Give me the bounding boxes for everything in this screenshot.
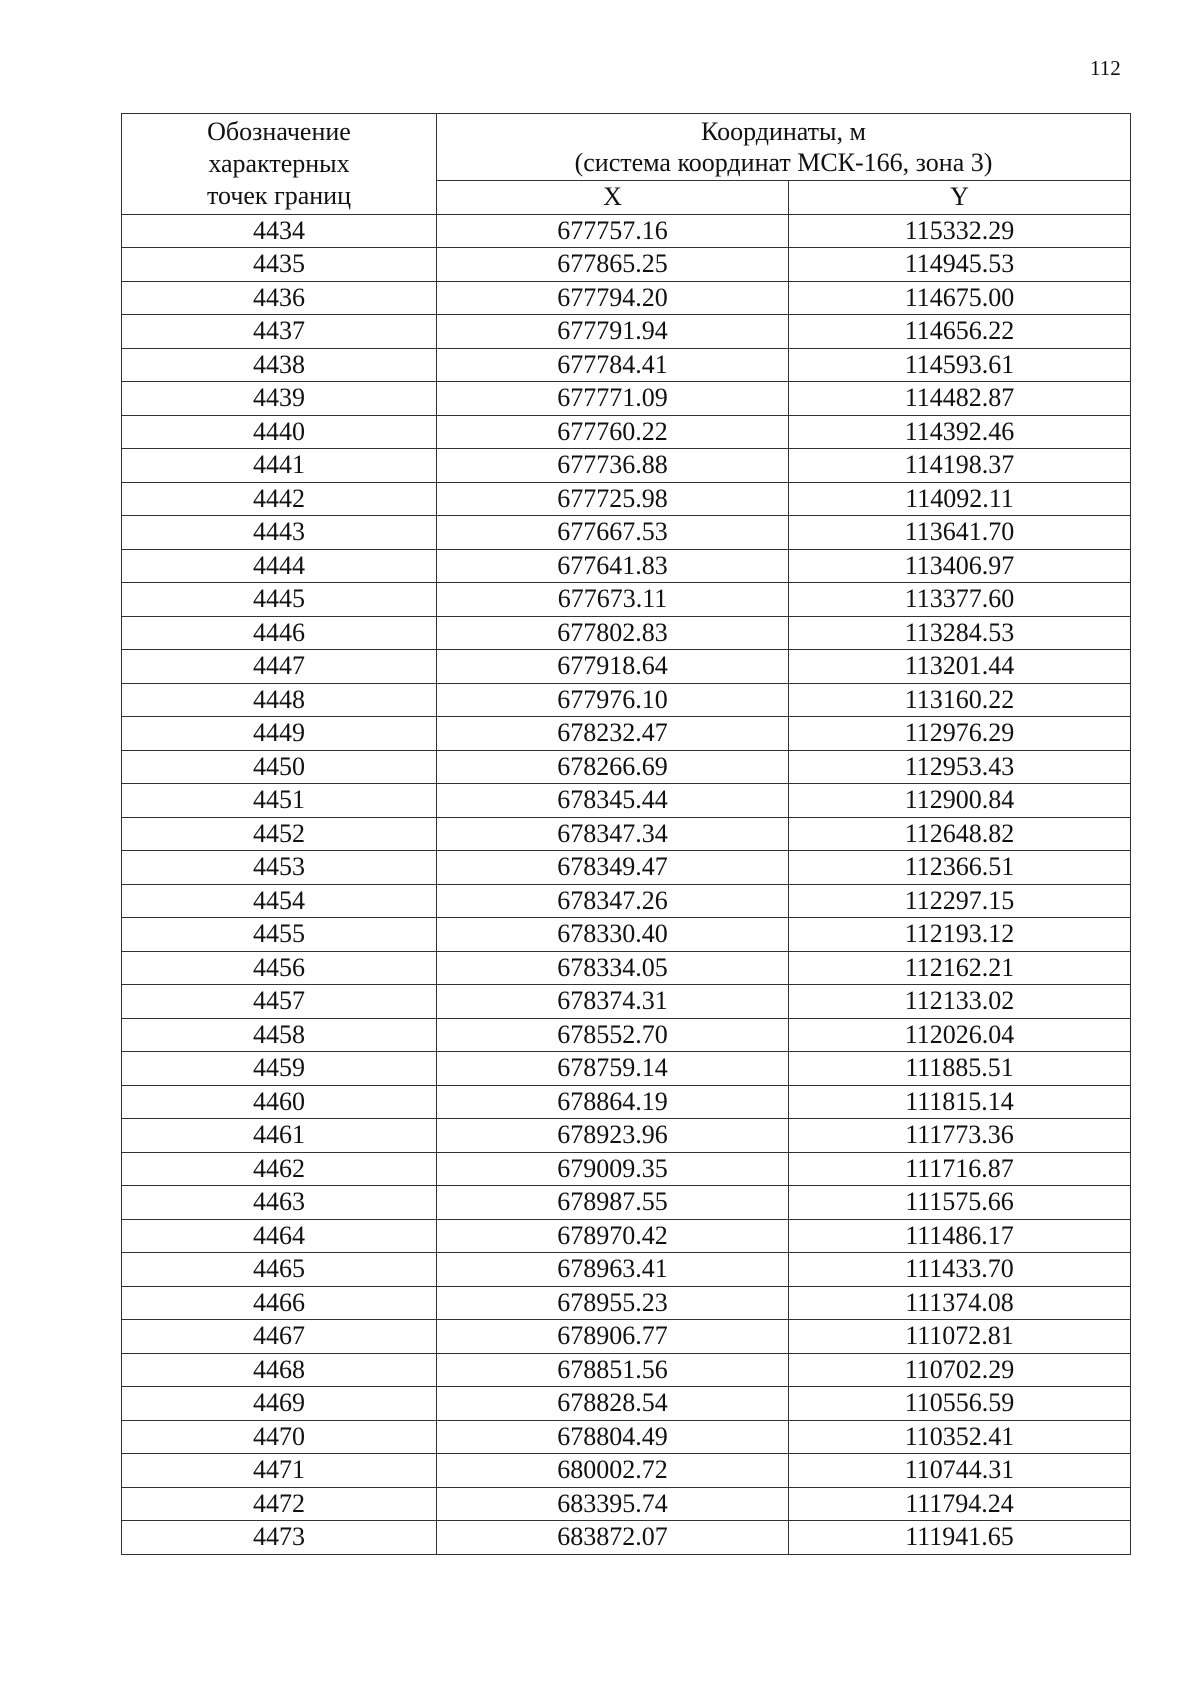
coordinates-table <box>121 113 1131 1555</box>
cell-x: 678970.42 <box>437 1219 789 1253</box>
cell-x: 677760.22 <box>437 415 789 449</box>
cell-point: 4457 <box>122 985 437 1019</box>
cell-y: 112976.29 <box>789 717 1131 751</box>
cell-y: 110556.59 <box>789 1387 1131 1421</box>
table-row <box>122 1420 1131 1454</box>
cell-y: 112026.04 <box>789 1018 1131 1052</box>
cell-y: 112162.21 <box>789 951 1131 985</box>
cell-y: 114198.37 <box>789 449 1131 483</box>
cell-point: 4472 <box>122 1487 437 1521</box>
header-y: Y <box>789 181 1131 215</box>
cell-point: 4446 <box>122 616 437 650</box>
cell-x: 677771.09 <box>437 382 789 416</box>
cell-point: 4447 <box>122 650 437 684</box>
cell-y: 113641.70 <box>789 516 1131 550</box>
cell-y: 111941.65 <box>789 1521 1131 1555</box>
table-row <box>122 583 1131 617</box>
cell-point: 4454 <box>122 884 437 918</box>
cell-y: 114392.46 <box>789 415 1131 449</box>
page-number: 112 <box>1090 56 1121 80</box>
cell-x: 678923.96 <box>437 1119 789 1153</box>
cell-point: 4451 <box>122 784 437 818</box>
cell-point: 4450 <box>122 750 437 784</box>
cell-point: 4449 <box>122 717 437 751</box>
cell-x: 678552.70 <box>437 1018 789 1052</box>
header-x: X <box>437 181 789 215</box>
cell-y: 113377.60 <box>789 583 1131 617</box>
cell-point: 4453 <box>122 851 437 885</box>
cell-x: 677802.83 <box>437 616 789 650</box>
cell-x: 677641.83 <box>437 549 789 583</box>
cell-x: 678851.56 <box>437 1353 789 1387</box>
header-point-label <box>122 114 437 215</box>
table-row <box>122 1152 1131 1186</box>
cell-x: 677918.64 <box>437 650 789 684</box>
table-row <box>122 851 1131 885</box>
cell-y: 112366.51 <box>789 851 1131 885</box>
cell-x: 677757.16 <box>437 214 789 248</box>
cell-point: 4456 <box>122 951 437 985</box>
header-coordinates-line-2: (система координат МСК-166, зона 3) <box>574 148 993 177</box>
cell-point: 4455 <box>122 918 437 952</box>
table-row <box>122 281 1131 315</box>
table-row <box>122 918 1131 952</box>
cell-point: 4462 <box>122 1152 437 1186</box>
cell-x: 677865.25 <box>437 248 789 282</box>
cell-y: 111815.14 <box>789 1085 1131 1119</box>
cell-point: 4443 <box>122 516 437 550</box>
cell-point: 4473 <box>122 1521 437 1555</box>
cell-y: 111072.81 <box>789 1320 1131 1354</box>
cell-point: 4469 <box>122 1387 437 1421</box>
table-header <box>122 114 1131 215</box>
cell-x: 678266.69 <box>437 750 789 784</box>
cell-point: 4441 <box>122 449 437 483</box>
cell-x: 678955.23 <box>437 1286 789 1320</box>
cell-point: 4437 <box>122 315 437 349</box>
table-row <box>122 817 1131 851</box>
table-row <box>122 683 1131 717</box>
cell-y: 111773.36 <box>789 1119 1131 1153</box>
cell-point: 4463 <box>122 1186 437 1220</box>
table-row <box>122 884 1131 918</box>
table-row <box>122 985 1131 1019</box>
cell-point: 4439 <box>122 382 437 416</box>
cell-x: 677673.11 <box>437 583 789 617</box>
table-row <box>122 1320 1131 1354</box>
cell-point: 4438 <box>122 348 437 382</box>
table-row <box>122 248 1131 282</box>
table-row <box>122 516 1131 550</box>
table-row <box>122 315 1131 349</box>
cell-y: 112193.12 <box>789 918 1131 952</box>
cell-point: 4468 <box>122 1353 437 1387</box>
cell-point: 4471 <box>122 1454 437 1488</box>
table-row <box>122 1052 1131 1086</box>
table-row <box>122 449 1131 483</box>
cell-x: 678345.44 <box>437 784 789 818</box>
cell-point: 4440 <box>122 415 437 449</box>
table-row <box>122 717 1131 751</box>
cell-point: 4458 <box>122 1018 437 1052</box>
cell-point: 4467 <box>122 1320 437 1354</box>
header-point-line-2: характерных <box>208 148 350 178</box>
header-coordinates-group <box>437 114 1131 181</box>
cell-y: 113284.53 <box>789 616 1131 650</box>
cell-point: 4448 <box>122 683 437 717</box>
cell-x: 677725.98 <box>437 482 789 516</box>
cell-x: 683395.74 <box>437 1487 789 1521</box>
cell-point: 4436 <box>122 281 437 315</box>
table-row <box>122 1454 1131 1488</box>
cell-point: 4466 <box>122 1286 437 1320</box>
table-body <box>122 214 1131 1554</box>
header-point-line-1: Обозначение <box>207 116 351 146</box>
cell-y: 112953.43 <box>789 750 1131 784</box>
table-row <box>122 214 1131 248</box>
cell-point: 4470 <box>122 1420 437 1454</box>
cell-y: 114656.22 <box>789 315 1131 349</box>
cell-y: 114092.11 <box>789 482 1131 516</box>
header-point-line-3: точек границ <box>206 180 352 210</box>
table-row <box>122 1119 1131 1153</box>
table-row <box>122 650 1131 684</box>
cell-y: 111433.70 <box>789 1253 1131 1287</box>
cell-y: 110352.41 <box>789 1420 1131 1454</box>
cell-y: 114593.61 <box>789 348 1131 382</box>
table-row <box>122 1487 1131 1521</box>
table-row <box>122 784 1131 818</box>
cell-x: 678347.26 <box>437 884 789 918</box>
table-row <box>122 1521 1131 1555</box>
table-row <box>122 951 1131 985</box>
cell-y: 112900.84 <box>789 784 1131 818</box>
table-row <box>122 415 1131 449</box>
cell-point: 4445 <box>122 583 437 617</box>
table-row <box>122 348 1131 382</box>
cell-x: 678759.14 <box>437 1052 789 1086</box>
cell-x: 677667.53 <box>437 516 789 550</box>
cell-point: 4460 <box>122 1085 437 1119</box>
cell-x: 683872.07 <box>437 1521 789 1555</box>
cell-x: 677976.10 <box>437 683 789 717</box>
table-row <box>122 1387 1131 1421</box>
cell-y: 114482.87 <box>789 382 1131 416</box>
cell-x: 677784.41 <box>437 348 789 382</box>
cell-y: 112297.15 <box>789 884 1131 918</box>
cell-x: 677736.88 <box>437 449 789 483</box>
cell-x: 680002.72 <box>437 1454 789 1488</box>
cell-y: 112648.82 <box>789 817 1131 851</box>
table-row <box>122 1085 1131 1119</box>
cell-x: 678906.77 <box>437 1320 789 1354</box>
table-row <box>122 1286 1131 1320</box>
header-coordinates-line-1: Координаты, м <box>701 117 866 146</box>
cell-point: 4465 <box>122 1253 437 1287</box>
cell-y: 110744.31 <box>789 1454 1131 1488</box>
table-row <box>122 549 1131 583</box>
cell-x: 678330.40 <box>437 918 789 952</box>
cell-x: 678374.31 <box>437 985 789 1019</box>
table-row <box>122 1219 1131 1253</box>
cell-x: 677794.20 <box>437 281 789 315</box>
cell-y: 114675.00 <box>789 281 1131 315</box>
table-row <box>122 1353 1131 1387</box>
cell-y: 111374.08 <box>789 1286 1131 1320</box>
cell-y: 115332.29 <box>789 214 1131 248</box>
cell-x: 678963.41 <box>437 1253 789 1287</box>
cell-point: 4461 <box>122 1119 437 1153</box>
cell-x: 678232.47 <box>437 717 789 751</box>
table-row <box>122 1018 1131 1052</box>
cell-point: 4442 <box>122 482 437 516</box>
cell-y: 112133.02 <box>789 985 1131 1019</box>
cell-point: 4434 <box>122 214 437 248</box>
cell-point: 4444 <box>122 549 437 583</box>
cell-x: 677791.94 <box>437 315 789 349</box>
cell-y: 111716.87 <box>789 1152 1131 1186</box>
cell-x: 678349.47 <box>437 851 789 885</box>
cell-y: 111486.17 <box>789 1219 1131 1253</box>
cell-point: 4452 <box>122 817 437 851</box>
cell-y: 110702.29 <box>789 1353 1131 1387</box>
cell-point: 4464 <box>122 1219 437 1253</box>
table-row <box>122 1253 1131 1287</box>
cell-x: 678334.05 <box>437 951 789 985</box>
cell-y: 111575.66 <box>789 1186 1131 1220</box>
cell-point: 4435 <box>122 248 437 282</box>
table-row <box>122 1186 1131 1220</box>
cell-x: 678864.19 <box>437 1085 789 1119</box>
table-row <box>122 750 1131 784</box>
cell-y: 113406.97 <box>789 549 1131 583</box>
table-row <box>122 382 1131 416</box>
cell-y: 114945.53 <box>789 248 1131 282</box>
cell-x: 678828.54 <box>437 1387 789 1421</box>
cell-x: 678804.49 <box>437 1420 789 1454</box>
cell-y: 111885.51 <box>789 1052 1131 1086</box>
table-row <box>122 616 1131 650</box>
cell-y: 113160.22 <box>789 683 1131 717</box>
cell-point: 4459 <box>122 1052 437 1086</box>
cell-y: 111794.24 <box>789 1487 1131 1521</box>
cell-x: 678987.55 <box>437 1186 789 1220</box>
table-row <box>122 482 1131 516</box>
cell-y: 113201.44 <box>789 650 1131 684</box>
cell-x: 679009.35 <box>437 1152 789 1186</box>
cell-x: 678347.34 <box>437 817 789 851</box>
